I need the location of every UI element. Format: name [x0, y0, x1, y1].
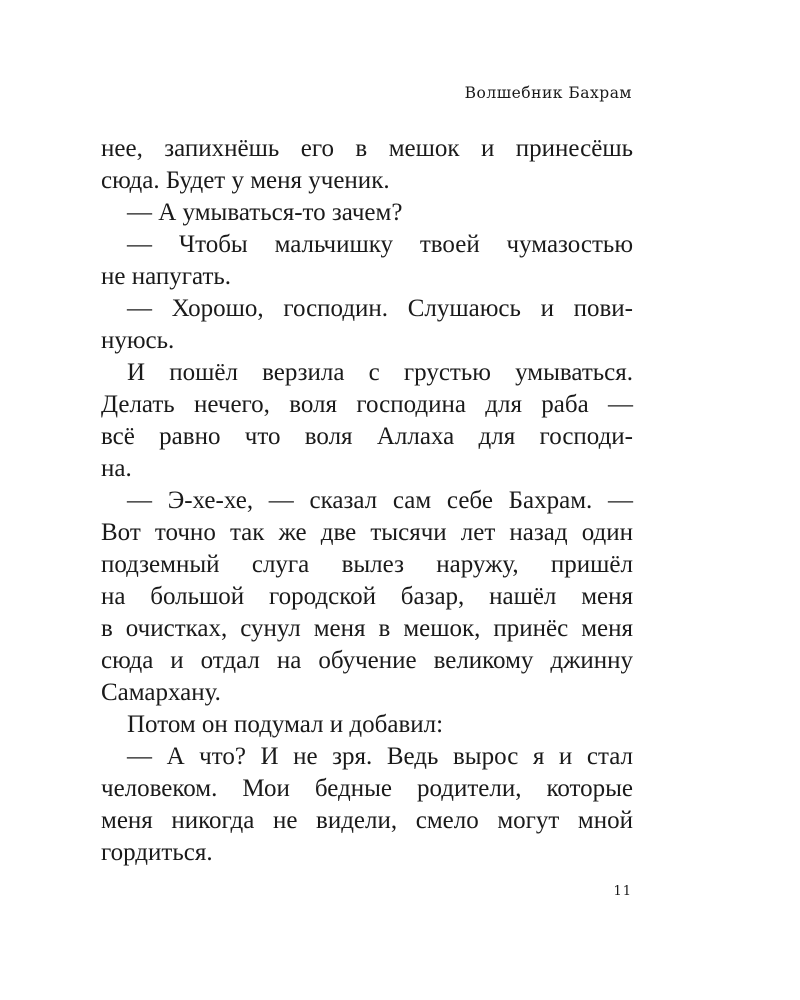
text-line: меня никогда не видели, смело могут мной	[101, 807, 633, 834]
text-line: — А умываться-то зачем?	[127, 199, 403, 226]
text-line: всё равно что воля Аллаха для господи-	[101, 423, 633, 450]
text-line: на.	[101, 455, 132, 482]
text-line: — Хорошо, господин. Слушаюсь и пови-	[127, 295, 633, 322]
text-line: — Чтобы мальчишку твоей чумазостью	[127, 231, 633, 258]
text-line: сюда и отдал на обучение великому джинну	[101, 647, 633, 674]
text-line: Вот точно так же две тысячи лет назад один	[101, 519, 633, 546]
text-line: — Э-хе-хе, — сказал сам себе Бахрам. —	[127, 487, 633, 514]
page-number: 11	[613, 884, 632, 899]
text-line: И пошёл верзила с грустью умываться.	[127, 359, 633, 386]
text-line: нее, запихнёшь его в мешок и принесёшь	[101, 135, 633, 162]
text-line: в очистках, сунул меня в мешок, принёс меня	[101, 615, 633, 642]
text-line: — А что? И не зря. Ведь вырос я и стал	[127, 743, 633, 770]
text-line: подземный слуга вылез наружу, пришёл	[101, 551, 633, 578]
text-line: нуюсь.	[101, 327, 175, 354]
page-body-text	[101, 133, 633, 869]
text-line: Самархану.	[101, 679, 221, 706]
text-line: Делать нечего, воля господина для раба —	[101, 391, 633, 418]
text-line: не напугать.	[101, 263, 232, 290]
text-line: Потом он подумал и добавил:	[127, 711, 444, 738]
text-line: на большой городской базар, нашёл меня	[101, 583, 633, 610]
text-line: сюда. Будет у меня ученик.	[101, 167, 390, 194]
running-header: Волшебник Бахрам	[464, 84, 632, 102]
text-line: гордиться.	[101, 839, 213, 866]
text-line: человеком. Мои бедные родители, которые	[101, 775, 633, 802]
